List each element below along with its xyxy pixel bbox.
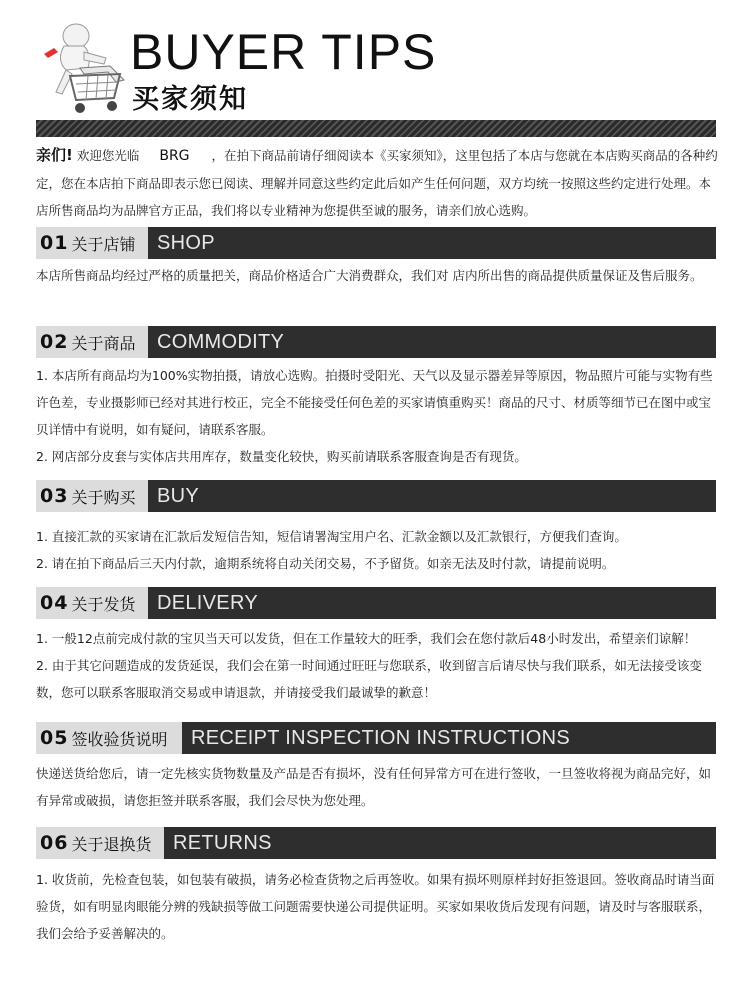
section-header-shop [36, 227, 716, 259]
intro-paragraph [36, 142, 718, 224]
section-tab [36, 326, 148, 358]
section-tab [36, 827, 164, 859]
page-header [0, 0, 750, 120]
paragraph: 2. 网店部分皮套与实体店共用库存，数量变化较快，购买前请联系客服查询是否有现货。 [36, 449, 527, 464]
section-body-commodity [36, 362, 718, 470]
section-title-cn: 关于商品 [71, 333, 136, 353]
section-title-cn: 关于退换货 [71, 834, 152, 854]
paragraph: 快递送货给您后，请一定先核实货物数量及产品是否有损坏，没有任何异常方可在进行签收，一旦签收将视为商品完好，如有异常或破损，请您拒签并联系客服，我们会尽快为您处理。 [36, 766, 712, 808]
section-title-en: RETURNS [173, 832, 272, 854]
page-title: BUYER TIPS [130, 24, 437, 80]
section-title-cn: 关于发货 [71, 594, 136, 614]
section-number: 06 [40, 832, 69, 854]
section-number: 02 [40, 331, 69, 353]
section-number: 03 [40, 485, 69, 507]
section-number: 05 [40, 727, 69, 749]
section-tab [36, 722, 182, 754]
section-header-commodity [36, 326, 716, 358]
shopping-cart-mascot-icon [36, 18, 128, 118]
section-header-buy [36, 480, 716, 512]
section-title-cn: 关于店铺 [71, 234, 136, 254]
greeting: 亲们! [36, 146, 73, 164]
section-body-buy [36, 523, 718, 577]
section-title-en: BUY [157, 485, 200, 507]
section-title-en: COMMODITY [157, 331, 285, 353]
paragraph: 2. 请在拍下商品后三天内付款，逾期系统将自动关闭交易，不予留货。如亲无法及时付款，请提前说明。 [36, 556, 615, 571]
section-tab [36, 227, 148, 259]
section-header-delivery [36, 587, 716, 619]
section-header-receipt-inspection [36, 722, 716, 754]
welcome-text: 欢迎您光临 [76, 148, 140, 163]
paragraph: 2. 由于其它问题造成的发货延误，我们会在第一时间通过旺旺与您联系，收到留言后请尽快与我们联系，如无法接受该变数，您可以联系客服取消交易或申请退款，并请接受我们最诚挚的歉意！ [36, 658, 702, 700]
paragraph: 1. 一般12点前完成付款的宝贝当天可以发货，但在工作量较大的旺季，我们会在您付款后48小时发出，希望亲们谅解！ [36, 631, 697, 646]
section-title-en: SHOP [157, 232, 215, 254]
section-title-cn: 关于购买 [71, 487, 136, 507]
section-title-en: DELIVERY [157, 592, 258, 614]
section-body-delivery [36, 625, 718, 706]
section-title-cn: 签收验货说明 [71, 729, 168, 749]
page-subtitle: 买家须知 [132, 84, 248, 115]
section-body-returns [36, 866, 718, 947]
section-title-en: RECEIPT INSPECTION INSTRUCTIONS [191, 727, 570, 749]
striped-divider [36, 120, 716, 137]
section-tab [36, 480, 148, 512]
section-number: 01 [40, 232, 69, 254]
section-tab [36, 587, 148, 619]
paragraph: 本店所售商品均经过严格的质量把关，商品价格适合广大消费群众，我们对 店内所出售的商品提供质量保证及售后服务。 [36, 268, 703, 283]
intro-text: ，在拍下商品前请仔细阅读本《买家须知》，这里包括了本店与您就在本店购买商品的各种约定，您在本店拍下商品即表示您已阅读、理解并同意这些约定此后如产生任何问题，双方均统一按照这些约定进行处理。本店所售商品均为品牌官方正品，我们将以专业精神为您提供至诚的服务，请亲们放心选购。 [36, 148, 718, 218]
section-body-shop [36, 262, 718, 289]
paragraph: 1. 本店所有商品均为100%实物拍摄，请放心选购。拍摄时受阳光、天气以及显示器差异等原因，物品照片可能与实物有些许色差，专业摄影师已经对其进行校正，完全不能接受任何色差的买家请慎重购买！商品的尺寸、材质等细节已在图中或宝贝详情中有说明，如有疑问，请联系客服。 [36, 368, 713, 437]
paragraph: 1. 收货前，先检查包装，如包装有破损，请务必检查货物之后再签收。如果有损坏则原样封好拒签退回。签收商品时请当面验货，如有明显肉眼能分辨的残缺损等做工问题需要快递公司提供证明。买家如果收货后发现有问题，请及时与客服联系，我们会给予妥善解决的。 [36, 872, 715, 941]
brand-name: BRG [159, 148, 190, 164]
paragraph: 1. 直接汇款的买家请在汇款后发短信告知，短信请署淘宝用户名、汇款金额以及汇款银行，方便我们查询。 [36, 529, 627, 544]
section-header-returns [36, 827, 716, 859]
section-body-receipt-inspection [36, 760, 718, 814]
section-number: 04 [40, 592, 69, 614]
